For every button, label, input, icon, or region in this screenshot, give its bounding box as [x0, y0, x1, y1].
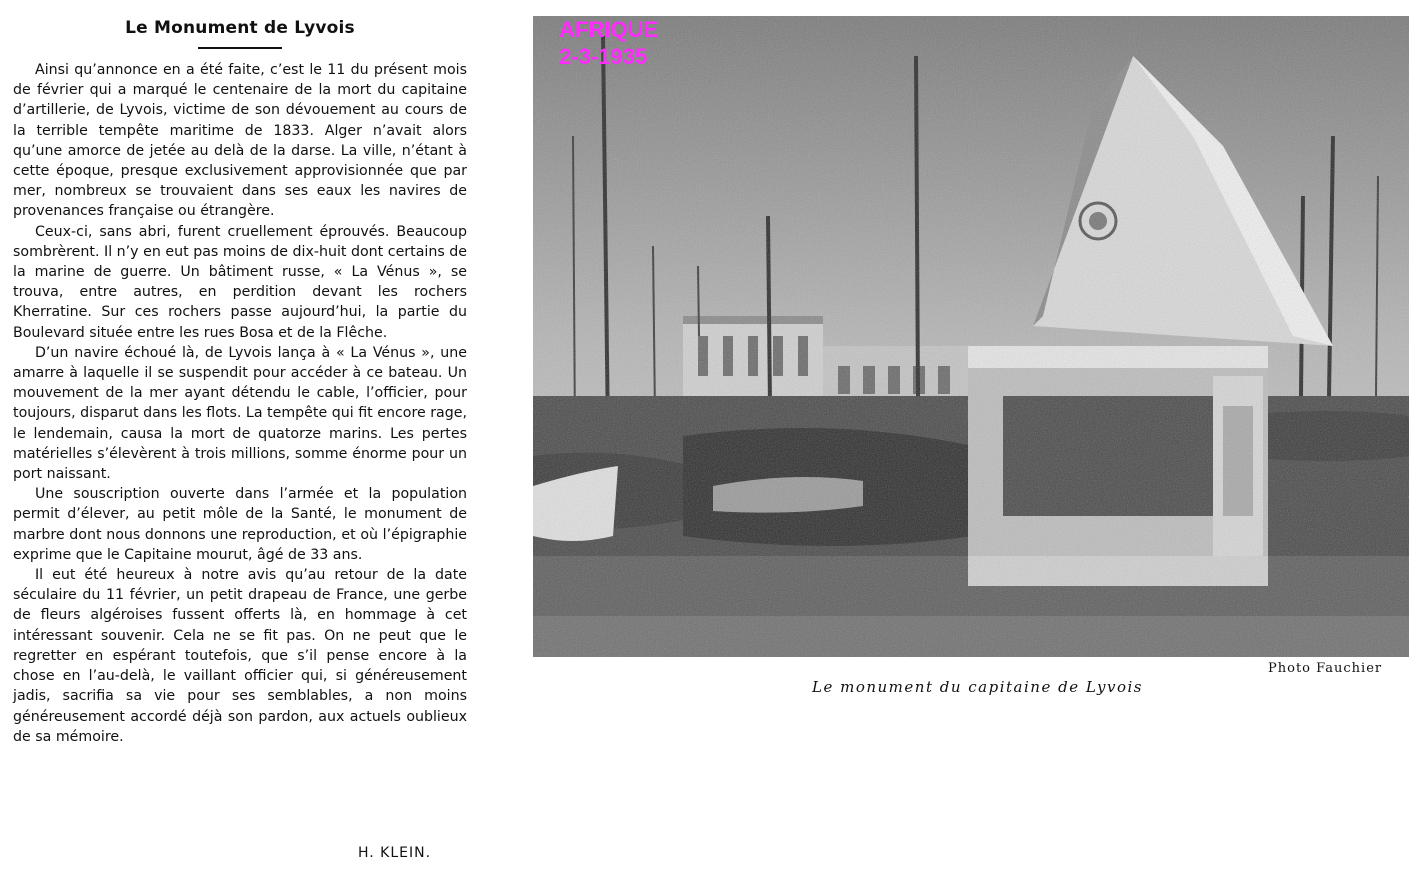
- article-title: Le Monument de Lyvois: [125, 18, 355, 38]
- author-signature: H. KLEIN.: [358, 845, 432, 861]
- photo-caption: Le monument du capitaine de Lyvois: [812, 678, 1144, 696]
- archive-stamp: [559, 16, 658, 70]
- article-paragraph: Ceux-ci, sans abri, furent cruellement éprouvés. Beaucoup sombrèrent. Il n’y en eut pas moins de dix-huit dont certains de la marine de guerre. Un bâtiment russe, « La Vénus », se trouva, entre autres, en perdition devant les rochers Kherratine. Sur ces rochers passe aujourd’hui, la partie du Boulevard située entre les rues Bosa et de la Flêche.: [13, 223, 467, 341]
- article-body: [13, 60, 467, 747]
- stamp-source: AFRIQUE: [559, 17, 658, 42]
- article-paragraph: Ainsi qu’annonce en a été faite, c’est le 11 du présent mois de février qui a marqué le centenaire de la mort du capitaine d’artillerie, de Lyvois, victime de son dévouement au cours de la terrible tempête maritime de 1833. Alger n’avait alors qu’une amorce de jetée au delà de la darse. La ville, n’étant à cette époque, presque exclusivement approvisionnée que par mer, nombreux se trouvaient dans ses eaux les navires de provenances française ou étrangère.: [13, 62, 467, 220]
- monument-photo: [533, 16, 1409, 657]
- photo-credit: Photo Fauchier: [1268, 661, 1383, 676]
- article-paragraph: D’un navire échoué là, de Lyvois lança à « La Vénus », une amarre à laquelle il se suspendit pour accéder à ce bateau. Un mouvement de la mer ayant détendu le cable, l’officier, pour toujours, disparut dans les flots. La tempête qui fit encore rage, le lendemain, causa la mort de quatorze marins. Les pertes matérielles s’élevèrent à trois millions, somme énorme pour un port naissant.: [13, 344, 467, 483]
- article-paragraph: Une souscription ouverte dans l’armée et la population permit d’élever, au petit môle de la Santé, le monument de marbre dont nous donnons une reproduction, et où l’épigraphie exprime que le Capitaine mourut, âgé de 33 ans.: [13, 486, 467, 563]
- stamp-date: 2-3-1935: [559, 44, 648, 69]
- article-paragraph: Il eut été heureux à notre avis qu’au retour de la date séculaire du 11 février, un petit drapeau de France, une gerbe de fleurs algéroises fussent offerts là, en hommage à cet intéressant souvenir. Cela ne se fit pas. On ne peut que le regretter en espérant toutefois, que s’il pense encore à la chose en l’au-delà, le vaillant officier qui, si généreusement jadis, sacrifia sa vie pour ses semblables, a non moins généreusement accordé déjà son pardon, aux actuels oublieux de sa mémoire.: [13, 567, 467, 745]
- title-underline: [198, 47, 282, 49]
